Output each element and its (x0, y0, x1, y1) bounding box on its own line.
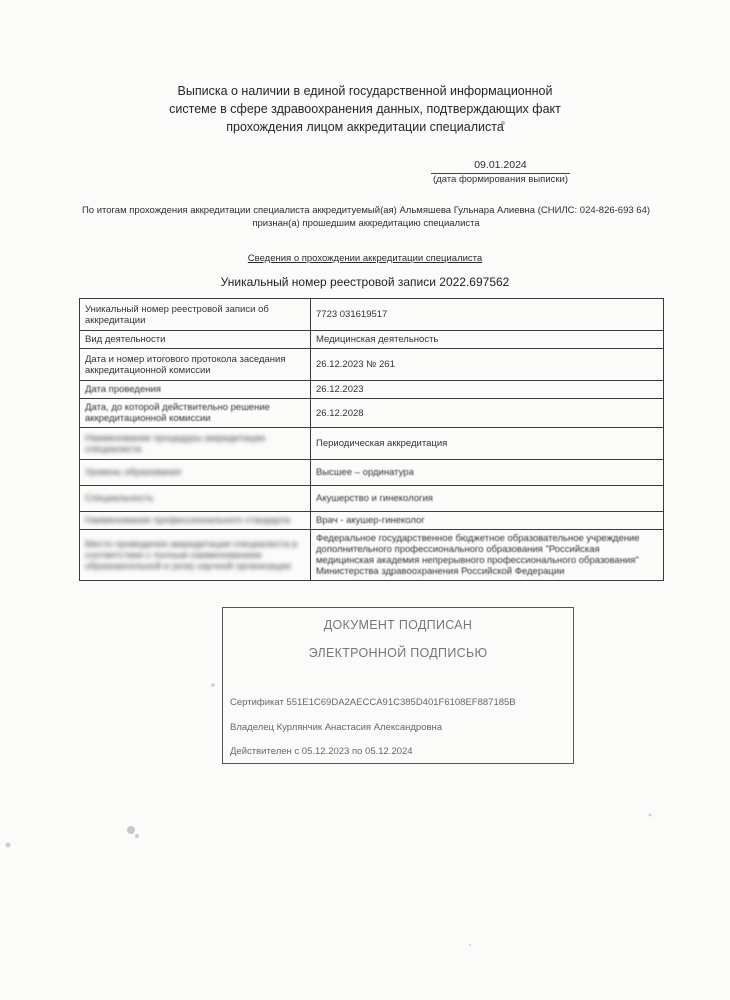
stamp-certificate: Сертификат 551E1C69DA2AECCA91C385D401F6108EF887185B (230, 697, 516, 708)
table-row (80, 381, 664, 399)
row-label: Наименование процедуры аккредитации специалиста (80, 428, 311, 460)
formation-date-block (428, 159, 573, 186)
formation-date-caption: (дата формирования выписки) (433, 174, 568, 185)
accreditation-info-table (79, 298, 664, 581)
table-row (80, 486, 664, 512)
intro-line-2: признан(а) прошедшим аккредитацию специалиста (252, 218, 480, 229)
intro-line-1: По итогам прохождения аккредитации специалиста аккредитуемый(ая) Альмяшева Гульнара Алиевна (СНИЛС: 024-826-693 64) (81, 205, 651, 216)
row-value: Федеральное государственное бюджетное образовательное учреждение дополнительного профессионального образования "Российская медицинская академия непрерывного профессионального образования" Министерства здравоохранения Российской Федерации (311, 530, 664, 581)
row-value: Медицинская деятельность (311, 331, 664, 349)
title-line-2: системе в сфере здравоохранения данных, подтверждающих факт (169, 102, 561, 116)
registry-number-title: Уникальный номер реестровой записи 2022.697562 (220, 275, 510, 289)
row-label: Дата, до которой действительно решение аккредитационной комиссии (80, 399, 311, 428)
formation-date-value: 09.01.2024 (474, 159, 527, 171)
table-row (80, 530, 664, 581)
row-label: Дата проведения (80, 381, 311, 399)
row-label: Специальность (80, 486, 311, 512)
table-row (80, 331, 664, 349)
stamp-heading-line-2: ЭЛЕКТРОННОЙ ПОДПИСЬЮ (308, 646, 488, 660)
row-value: 7723 031619517 (311, 299, 664, 331)
row-label: Вид деятельности (80, 331, 311, 349)
row-label: Уровень образования (80, 460, 311, 486)
table-row (80, 512, 664, 530)
table-row (80, 428, 664, 460)
row-label: Дата и номер итогового протокола заседания аккредитационной комиссии (80, 349, 311, 381)
stamp-owner: Владелец Курлянчик Анастасия Александровна (230, 722, 443, 733)
intro-paragraph (60, 204, 672, 230)
row-value: Высшее – ординатура (311, 460, 664, 486)
table-row (80, 349, 664, 381)
row-label: Место проведения аккредитации специалиста в соответствии с полным наименованием образовательной и (или) научной организации (80, 530, 311, 581)
row-label: Наименование профессионального стандарта (80, 512, 311, 530)
row-value: 26.12.2023 (311, 381, 664, 399)
row-value: 26.12.2023 № 261 (311, 349, 664, 381)
table-row (80, 399, 664, 428)
document-title (90, 82, 640, 136)
row-value: Врач - акушер-гинеколог (311, 512, 664, 530)
table-row (80, 460, 664, 486)
row-value: Акушерство и гинекология (311, 486, 664, 512)
row-label: Уникальный номер реестровой записи об аккредитации (80, 299, 311, 331)
section-heading: Сведения о прохождении аккредитации специалиста (247, 253, 483, 264)
row-value: 26.12.2028 (311, 399, 664, 428)
stamp-heading-line-1: ДОКУМЕНТ ПОДПИСАН (323, 618, 473, 632)
title-line-1: Выписка о наличии в единой государственной информационной (177, 84, 553, 98)
table-row (80, 299, 664, 331)
title-line-3: прохождения лицом аккредитации специалиста (226, 120, 504, 134)
row-value: Периодическая аккредитация (311, 428, 664, 460)
electronic-signature-stamp (222, 607, 574, 764)
stamp-validity: Действителен с 05.12.2023 по 05.12.2024 (230, 746, 413, 757)
